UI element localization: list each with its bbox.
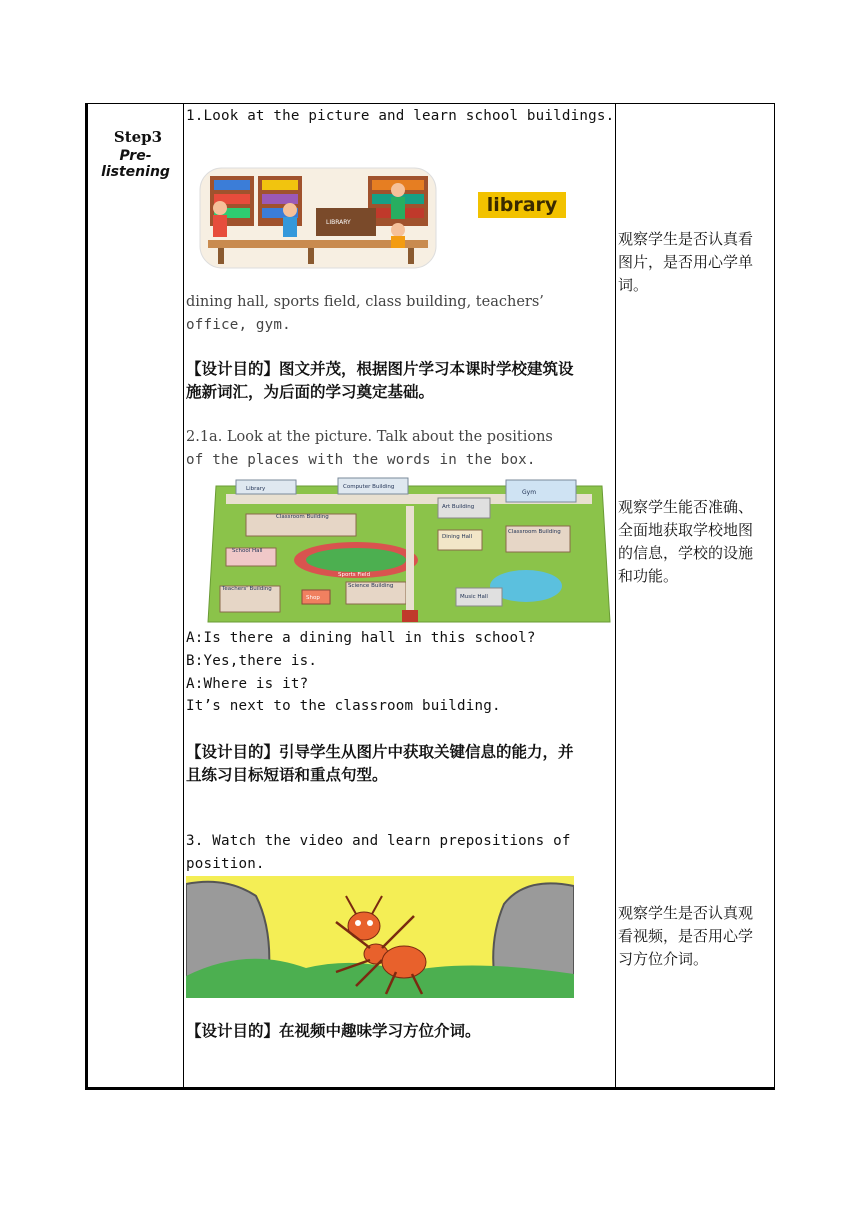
purpose-2-line-2: 且练习目标短语和重点句型。 <box>186 766 388 784</box>
vocab-line-1: dining hall, sports field, class building, teachers’ <box>186 294 544 310</box>
map-music: Music Hall <box>460 594 488 600</box>
dialog-line-2: B:Yes,there is. <box>186 653 318 669</box>
note-2 <box>618 496 778 588</box>
library-illustration <box>198 166 438 270</box>
map-classroom-2: Classroom Building <box>508 529 561 535</box>
school-map <box>206 476 612 626</box>
section1-heading: 1.Look at the picture and learn school buildings. <box>186 108 615 124</box>
note-1-line-1: 观察学生是否认真看 <box>618 230 754 248</box>
note-2-line-1: 观察学生能否准确、 <box>618 498 754 516</box>
map-sports: Sports Field <box>338 572 371 578</box>
map-computer: Computer Building <box>343 484 395 490</box>
column-divider <box>183 104 184 1087</box>
dialog-line-4: It’s next to the classroom building. <box>186 698 501 714</box>
step-subtitle: Pre-listening <box>101 148 170 180</box>
library-sign-text: LIBRARY <box>326 219 351 226</box>
note-3-line-2: 看视频，是否用心学 <box>618 927 754 945</box>
section3-heading-line-1: 3. Watch the video and learn prepositions of <box>186 833 571 849</box>
column-divider <box>615 104 616 1087</box>
map-art: Art Building <box>442 504 475 510</box>
section2-heading-line-1: 2.1a. Look at the picture. Talk about the positions <box>186 429 553 445</box>
library-label: library <box>486 194 558 216</box>
dialog-line-1: A:Is there a dining hall in this school? <box>186 630 536 646</box>
vocab-line-2: office, gym. <box>186 317 291 333</box>
note-3-line-1: 观察学生是否认真观 <box>618 904 754 922</box>
map-school-hall: School Hall <box>232 548 263 554</box>
purpose-3: 【设计目的】在视频中趣味学习方位介词。 <box>186 1022 481 1040</box>
map-shop: Shop <box>306 595 320 601</box>
note-3-line-3: 习方位介词。 <box>618 950 709 968</box>
note-2-line-4: 和功能。 <box>618 567 679 585</box>
note-2-line-2: 全面地获取学校地图 <box>618 521 754 539</box>
library-label-badge <box>478 192 566 218</box>
section2-heading-line-2: of the places with the words in the box. <box>186 452 536 468</box>
step-title: Step3 <box>113 128 163 146</box>
map-gym: Gym <box>522 489 537 496</box>
purpose-1-line-1: 【设计目的】图文并茂，根据图片学习本课时学校建筑设 <box>186 360 574 378</box>
map-teachers: Teachers' Building <box>222 586 272 592</box>
dialog-line-3: A:Where is it? <box>186 676 309 692</box>
map-dining: Dining Hall <box>442 534 473 540</box>
note-1-line-2: 图片，是否用心学单 <box>618 253 754 271</box>
note-1 <box>618 228 778 297</box>
note-1-line-3: 词。 <box>618 276 649 294</box>
note-2-line-3: 的信息，学校的设施 <box>618 544 754 562</box>
video-still <box>186 876 574 998</box>
lesson-table <box>85 103 775 1090</box>
section3-heading-line-2: position. <box>186 856 265 872</box>
map-science: Science Building <box>348 583 394 589</box>
purpose-1-line-2: 施新词汇，为后面的学习奠定基础。 <box>186 383 435 401</box>
map-library: Library <box>246 486 266 492</box>
note-3 <box>618 902 778 971</box>
map-classroom-1: Classroom Building <box>276 514 329 520</box>
purpose-2-line-1: 【设计目的】引导学生从图片中获取关键信息的能力，并 <box>186 743 574 761</box>
